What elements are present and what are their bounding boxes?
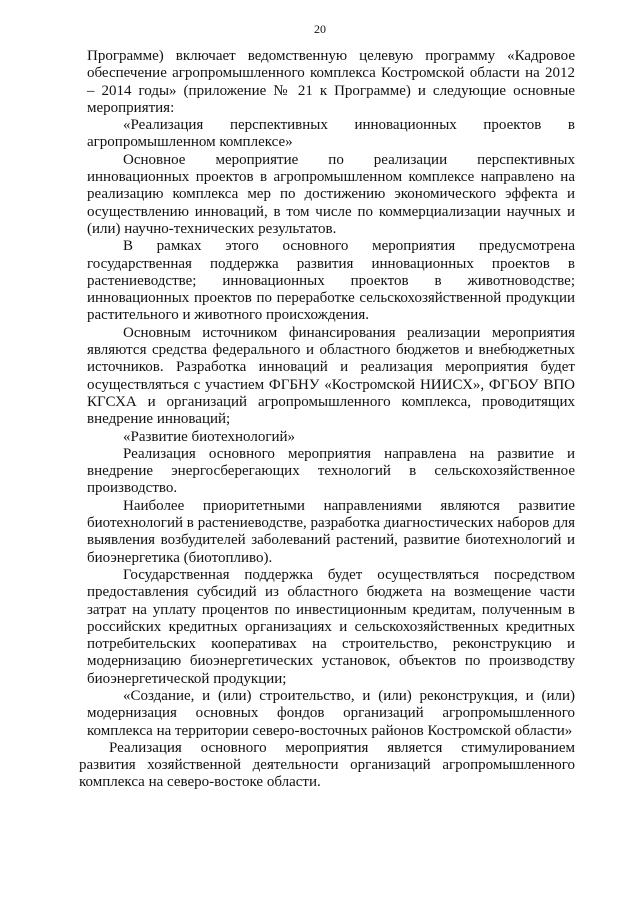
paragraph-northeast-goal: Реализация основного мероприятия является стимулированием развития хозяйственной деятельности организаций агропромышленного комплекса на северо-востоке области. bbox=[79, 739, 575, 791]
paragraph-northeast-heading: «Создание, и (или) строительство, и (или) реконструкция, и (или) модернизация основных фондов организаций агропромышленного комплекса на территории северо-восточных районов Костромской области» bbox=[87, 687, 575, 739]
paragraph-biotech-priorities: Наиболее приоритетными направлениями являются развитие биотехнологий в растениеводстве, разработка диагностических наборов для выявления возбудителей заболеваний растений, развитие биотехнологий и биоэнергетика (биотопливо). bbox=[87, 497, 575, 566]
paragraph-innovation-support: В рамках этого основного мероприятия предусмотрена государственная поддержка развития инновационных проектов в растениеводстве; инновационных проектов в животноводстве; инновационных проектов по переработке сельскохозяйственной продукции растительного и животного происхождения. bbox=[87, 238, 575, 324]
paragraph-biotech-goal: Реализация основного мероприятия направлена на развитие и внедрение энергосберегающих технологий в сельскохозяйственное производство. bbox=[87, 445, 575, 497]
page-number: 20 bbox=[314, 22, 326, 36]
paragraph-biotech-heading: «Развитие биотехнологий» bbox=[123, 428, 296, 445]
paragraph-state-support: Государственная поддержка будет осуществляться посредством предоставления субсидий из областного бюджета на возмещение части затрат на уплату процентов по инвестиционным кредитам, полученным в российских кредитных организациях и сельскохозяйственных кредитных потребительских кооперативах на строительство, реконструкцию и модернизацию биоэнергетических установок, объектов по производству биоэнергетической продукции; bbox=[87, 566, 575, 687]
document-body bbox=[79, 48, 575, 792]
paragraph-program-intro: Программе) включает ведомственную целевую программу «Кадровое обеспечение агропромышленного комплекса Костромской области на 2012 – 2014 годы» (приложение № 21 к Программе) и следующие основные мероприятия: bbox=[87, 48, 575, 116]
paragraph-funding-sources: Основным источником финансирования реализации мероприятия являются средства федерального и областного бюджетов и внебюджетных источников. Разработка инноваций и реализация мероприятия будет осуществляться с участием ФГБНУ «Костромской НИИСХ», ФГБОУ ВПО КГСХА и организаций агропромышленного комплекса, проводитящих внедрение инноваций; bbox=[87, 324, 575, 428]
paragraph-innovation-goal: Основное мероприятие по реализации перспективных инновационных проектов в агропромышленном комплексе направлено на реализацию комплекса мер по достижению экономического эффекта и осуществлению инноваций, в том числе по коммерциализации научных и (или) научно-технических результатов. bbox=[87, 151, 575, 237]
paragraph-innovation-heading: «Реализация перспективных инновационных проектов в агропромышленном комплексе» bbox=[87, 117, 575, 151]
